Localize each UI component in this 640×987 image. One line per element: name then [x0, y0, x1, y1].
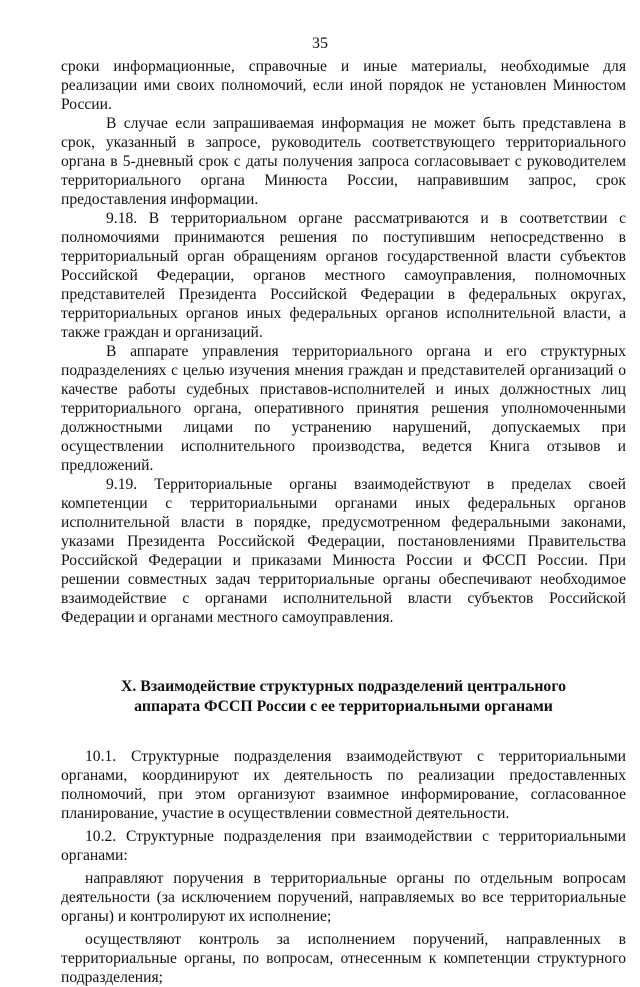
paragraph-continuation: сроки информационные, справочные и иные материалы, необходимые для реализации ими своих полномочий, если иной порядок не установлен Минюстом России.: [61, 58, 626, 113]
section-heading: [61, 677, 626, 717]
list-item: направляют поручения в территориальные органы по отдельным вопросам деятельности (за исключением поручений, направляемых во все территориальные органы) и контролируют их исполнение;: [61, 870, 626, 925]
list-item: осуществляют контроль за исполнением поручений, направленных в территориальные органы, по вопросам, отнесенным к компетенции структурного подразделения;: [61, 931, 626, 986]
section-heading-line: аппарата ФССП России с ее территориальными органами: [134, 698, 553, 715]
section-heading-line: X. Взаимодействие структурных подразделений центрального: [120, 678, 566, 695]
paragraph-10-2: 10.2. Структурные подразделения при взаимодействии с территориальными органами:: [61, 828, 626, 864]
paragraph: В случае если запрашиваемая информация не может быть представлена в срок, указанный в запросе, руководитель соответствующего территориального органа в 5-дневный срок с даты получения запроса согласовывает с руководителем территориального органа Минюста России, направившим запрос, срок предоставления информации.: [61, 115, 626, 208]
paragraph-9-19: 9.19. Территориальные органы взаимодействуют в пределах своей компетенции с территориальными органами иных федеральных органов исполнительной власти в порядке, предусмотренном федеральными законами, указами Президента Российской Федерации, постановлениями Правительства Российской Федерации и приказами Минюста России и ФССП России. При решении совместных задач территориальные органы обеспечивают необходимое взаимодействие с органами исполнительной власти субъектов Российской Федерации и органами местного самоуправления.: [61, 476, 626, 626]
document-body: [61, 57, 626, 987]
page-number: 35: [312, 35, 328, 52]
paragraph-9-18: 9.18. В территориальном органе рассматриваются и в соответствии с полномочиями принимаются решения по поступившим непосредственно в территориальный орган обращениям органов государственной власти субъектов Российской Федерации, органов местного самоуправления, полномочных представителей Президента Российской Федерации в федеральных округах, территориальных органов иных федеральных органов исполнительной власти, а также граждан и организаций.: [61, 210, 626, 341]
paragraph: В аппарате управления территориального органа и его структурных подразделениях с целью изучения мнения граждан и представителей организаций о качестве работы судебных приставов-исполнителей и иных должностных лиц территориального органа, оперативного принятия решения уполномоченными должностными лицами по устранению нарушений, допускаемых при осуществлении исполнительного производства, ведется Книга отзывов и предложений.: [61, 343, 626, 474]
paragraph-10-1: 10.1. Структурные подразделения взаимодействуют с территориальными органами, координируют их деятельность по реализации предоставленных полномочий, при этом организуют взаимное информирование, согласованное планирование, участие в осуществлении совместной деятельности.: [61, 748, 626, 822]
